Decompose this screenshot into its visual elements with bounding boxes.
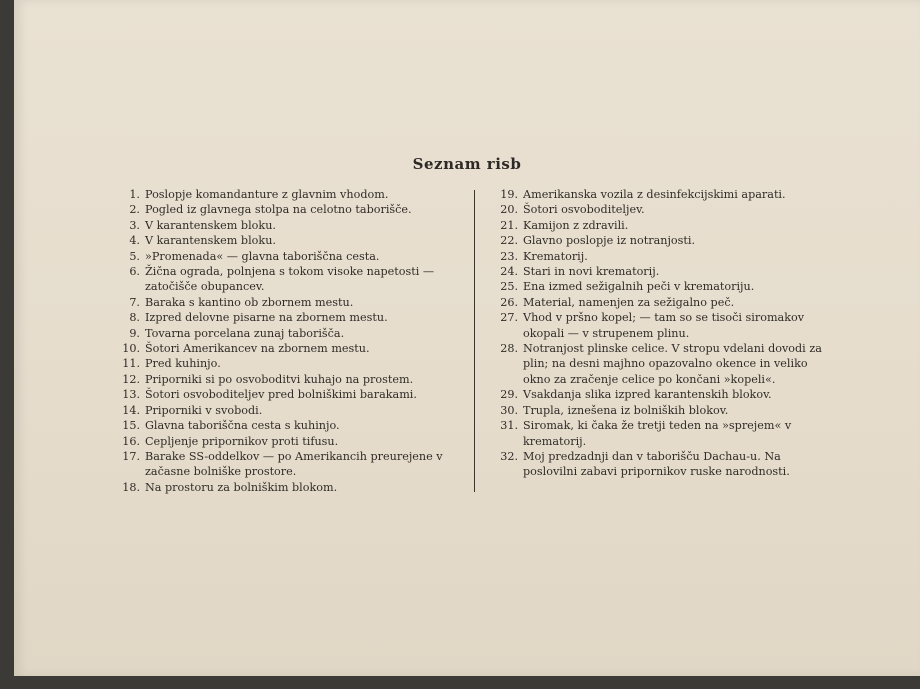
- list-item: [492, 233, 832, 248]
- list-item: [492, 387, 832, 402]
- item-caption: Glavno poslopje iz notranjosti.: [523, 234, 696, 248]
- item-number: 6.: [129, 265, 140, 279]
- item-caption: Material, namenjen za sežigalno peč.: [523, 295, 735, 309]
- item-caption: Moj predzadnji dan v taborišču Dachau-u. Na poslovilni zabavi pripornikov ruske narodnosti.: [523, 449, 790, 479]
- item-number: 30.: [500, 403, 518, 417]
- item-number: 31.: [500, 419, 518, 433]
- item-number: 4.: [129, 234, 140, 248]
- item-caption: Poslopje komandanture z glavnim vhodom.: [145, 188, 389, 201]
- list-item: [114, 449, 464, 480]
- list-item: [114, 356, 464, 371]
- list-item: [114, 434, 464, 449]
- item-number: 10.: [122, 342, 140, 356]
- item-caption: Priporniki si po osvoboditvi kuhajo na prostem.: [145, 372, 414, 386]
- list-item: [492, 249, 832, 264]
- item-number: 32.: [500, 449, 518, 463]
- list-item: [114, 233, 464, 248]
- item-number: 3.: [129, 218, 140, 232]
- list-right-column: [492, 187, 832, 480]
- list-item: [492, 341, 832, 387]
- list-item: [492, 403, 832, 418]
- list-item: [492, 264, 832, 279]
- item-caption: Pred kuhinjo.: [145, 357, 221, 371]
- item-number: 24.: [500, 265, 518, 279]
- item-number: 20.: [500, 203, 518, 217]
- item-number: 18.: [122, 480, 140, 494]
- list-item: [114, 387, 464, 402]
- column-divider: [474, 190, 475, 492]
- item-caption: Siromak, ki čaka že tretji teden na »sprejem« v krematorij.: [523, 419, 792, 448]
- item-caption: Glavna taboriščna cesta s kuhinjo.: [145, 419, 340, 433]
- list-left-column: [114, 187, 464, 495]
- item-caption: Trupla, iznešena iz bolniških blokov.: [523, 403, 729, 417]
- item-number: 14.: [122, 403, 140, 417]
- list-item: [114, 372, 464, 387]
- item-number: 19.: [500, 188, 518, 201]
- item-caption: Baraka s kantino ob zbornem mestu.: [145, 295, 354, 309]
- list-item: [492, 202, 832, 217]
- item-number: 29.: [500, 388, 518, 402]
- list-item: [114, 218, 464, 233]
- item-caption: V karantenskem bloku.: [145, 234, 276, 248]
- item-number: 28.: [500, 342, 518, 356]
- list-item: [114, 326, 464, 341]
- item-number: 9.: [129, 326, 140, 340]
- item-number: 16.: [122, 434, 140, 448]
- item-number: 22.: [500, 234, 518, 248]
- list-item: [114, 202, 464, 217]
- page-title: Seznam risb: [412, 155, 522, 173]
- item-number: 2.: [129, 203, 140, 217]
- item-caption: Stari in novi krematorij.: [523, 265, 660, 279]
- item-number: 23.: [500, 249, 518, 263]
- list-item: [114, 341, 464, 356]
- list-item: [114, 295, 464, 310]
- list-item: [114, 418, 464, 433]
- list-item: [492, 418, 832, 449]
- item-caption: Cepljenje pripornikov proti tifusu.: [145, 434, 339, 448]
- item-number: 13.: [122, 388, 140, 402]
- item-number: 25.: [500, 280, 518, 294]
- item-number: 26.: [500, 295, 518, 309]
- item-number: 21.: [500, 218, 518, 232]
- item-caption: Krematorij.: [523, 249, 588, 263]
- item-caption: Notranjost plinske celice. V stropu vdelani dovodi za plin; na desni majhno opazovalno okence in veliko okno za zračenje celice po končani »kopeli«.: [523, 342, 822, 386]
- list-item: [114, 403, 464, 418]
- item-number: 7.: [129, 295, 140, 309]
- item-caption: »Promenada« — glavna taboriščna cesta.: [145, 249, 380, 263]
- list-item: [492, 449, 832, 480]
- item-number: 27.: [500, 311, 518, 325]
- item-number: 8.: [129, 311, 140, 325]
- item-caption: Priporniki v svobodi.: [145, 403, 263, 417]
- item-caption: Šotori osvoboditeljev pred bolniškimi barakami.: [145, 388, 417, 402]
- item-caption: Tovarna porcelana zunaj taborišča.: [145, 326, 345, 340]
- item-number: 12.: [122, 372, 140, 386]
- item-caption: V karantenskem bloku.: [145, 218, 276, 232]
- item-caption: Kamijon z zdravili.: [523, 218, 629, 232]
- item-caption: Šotori Amerikancev na zbornem mestu.: [145, 342, 370, 356]
- list-item: [114, 249, 464, 264]
- item-caption: Žična ograda, polnjena s tokom visoke napetosti — zatočišče obupancev.: [145, 265, 435, 294]
- list-item: [492, 279, 832, 294]
- list-item: [114, 187, 464, 202]
- item-caption: Barake SS-oddelkov — po Amerikancih preurejene v začasne bolniške prostore.: [145, 449, 443, 479]
- item-caption: Amerikanska vozila z desinfekcijskimi aparati.: [523, 188, 786, 201]
- item-caption: Na prostoru za bolniškim blokom.: [145, 480, 338, 494]
- item-number: 5.: [129, 249, 140, 263]
- item-caption: Šotori osvoboditeljev.: [523, 203, 645, 217]
- item-number: 11.: [122, 357, 140, 371]
- list-item: [492, 187, 832, 202]
- list-item: [114, 310, 464, 325]
- item-number: 17.: [122, 449, 140, 463]
- list-item: [492, 310, 832, 341]
- item-caption: Vsakdanja slika izpred karantenskih blokov.: [523, 388, 772, 402]
- item-caption: Ena izmed sežigalnih peči v krematoriju.: [523, 280, 755, 294]
- book-page: [14, 0, 920, 676]
- list-item: [114, 264, 464, 295]
- list-item: [492, 218, 832, 233]
- list-item: [492, 295, 832, 310]
- item-number: 15.: [122, 419, 140, 433]
- item-number: 1.: [129, 188, 140, 201]
- item-caption: Izpred delovne pisarne na zbornem mestu.: [145, 311, 388, 325]
- item-caption: Vhod v pršno kopel; — tam so se tisoči siromakov okopali — v strupenem plinu.: [523, 311, 805, 340]
- item-caption: Pogled iz glavnega stolpa na celotno taborišče.: [145, 203, 412, 217]
- list-item: [114, 480, 464, 495]
